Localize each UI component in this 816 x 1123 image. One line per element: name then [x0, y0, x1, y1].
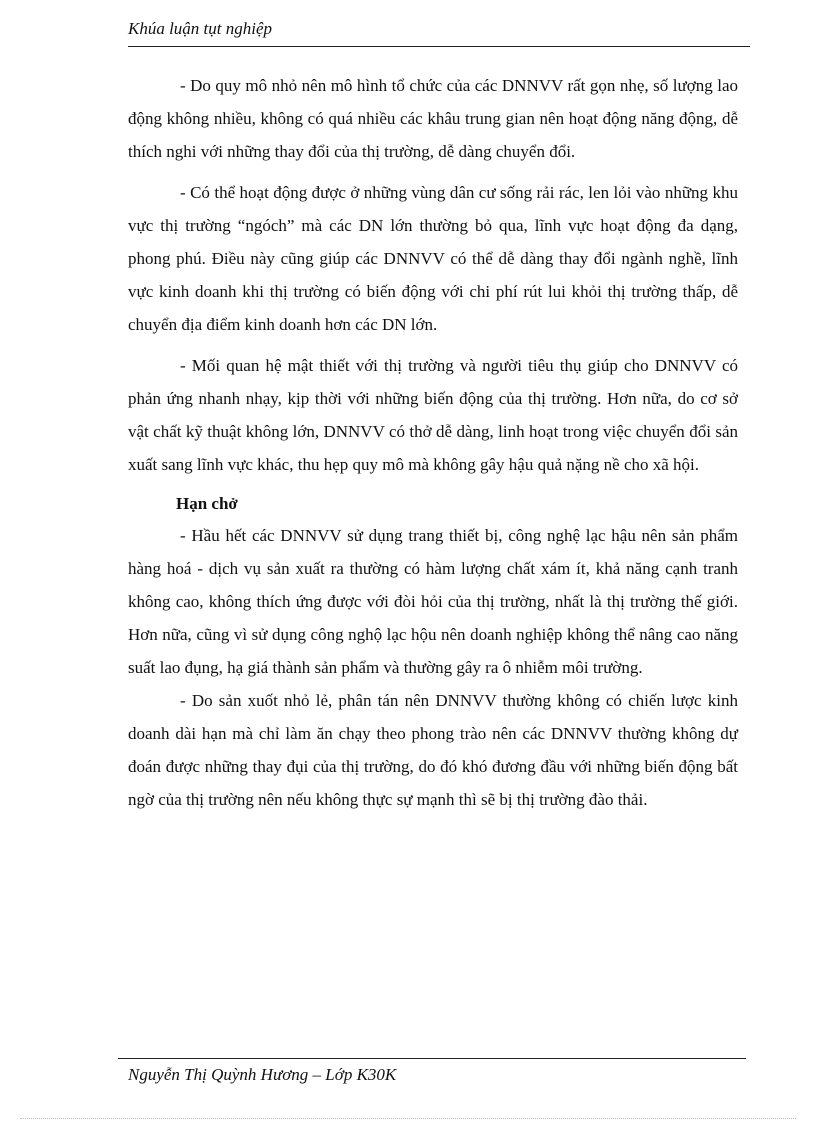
page-edge-divider	[20, 1118, 796, 1119]
footer-author: Nguyễn Thị Quỳnh Hương – Lớp K30K	[128, 1065, 397, 1084]
page-footer	[118, 1058, 746, 1084]
limitation-paragraph-1: - Hầu hết các DNNVV sử dụng trang thiết bị, công nghệ lạc hậu nên sản phẩm hàng hoá - dịch vụ sản xuất ra thường có hàm lượng chất xám ít, khả năng cạnh tranh không cao, không thích ứng được với đòi hỏi của thị trường, nhất là thị trường thế giới. Hơn nữa, cũng vì sử dụng công nghộ lạc hộu nên doanh nghiệp không thể nâng cao năng suất lao đụng, hạ giá thành sản phẩm và thường gây ra ô nhiễm môi trường.	[128, 526, 738, 677]
page-header	[128, 18, 750, 47]
section-heading-limitations: Hạn chở	[176, 494, 238, 513]
advantage-paragraph-2: - Có thể hoạt động được ở những vùng dân cư sống rải rác, len lỏi vào những khu vực thị trường “ngóch” mà các DN lớn thường bỏ qua, lĩnh vực hoạt động đa dạng, phong phú. Điều này cũng giúp các DNNVV có thể dễ dàng thay đổi ngành nghề, lĩnh vực kinh doanh khi thị trường có biến động với chi phí rút lui khỏi thị trường thấp, dễ chuyển địa điểm kinh doanh hơn các DN lớn.	[128, 183, 738, 334]
header-title: Khúa luận tụt nghiệp	[128, 19, 273, 38]
limitation-paragraph-2: - Do sản xuốt nhỏ lẻ, phân tán nên DNNVV thường không có chiến lược kinh doanh dài hạn mà chỉ làm ăn chạy theo phong trào nên các DNNVV thường không dự đoán được những thay đụi của thị trường, do đó khó đương đầu với những biến động bất ngờ của thị trường nên nếu không thực sự mạnh thì sẽ bị thị trường đào thải.	[128, 691, 738, 809]
page-body	[128, 69, 738, 816]
advantage-paragraph-1: - Do quy mô nhỏ nên mô hình tổ chức của các DNNVV rất gọn nhẹ, số lượng lao động không nhiều, không có quá nhiều các khâu trung gian nên hoạt động năng động, dễ thích nghi với những thay đổi của thị trường, dễ dàng chuyển đổi.	[128, 76, 738, 161]
advantage-paragraph-3: - Mối quan hệ mật thiết với thị trường và người tiêu thụ giúp cho DNNVV có phản ứng nhanh nhạy, kịp thời với những biến động của thị trường. Hơn nữa, do cơ sở vật chất kỹ thuật không lớn, DNNVV có thở dễ dàng, linh hoạt trong việc chuyển đổi sản xuất sang lĩnh vực khác, thu hẹp quy mô mà không gây hậu quả nặng nề cho xã hội.	[128, 356, 738, 474]
